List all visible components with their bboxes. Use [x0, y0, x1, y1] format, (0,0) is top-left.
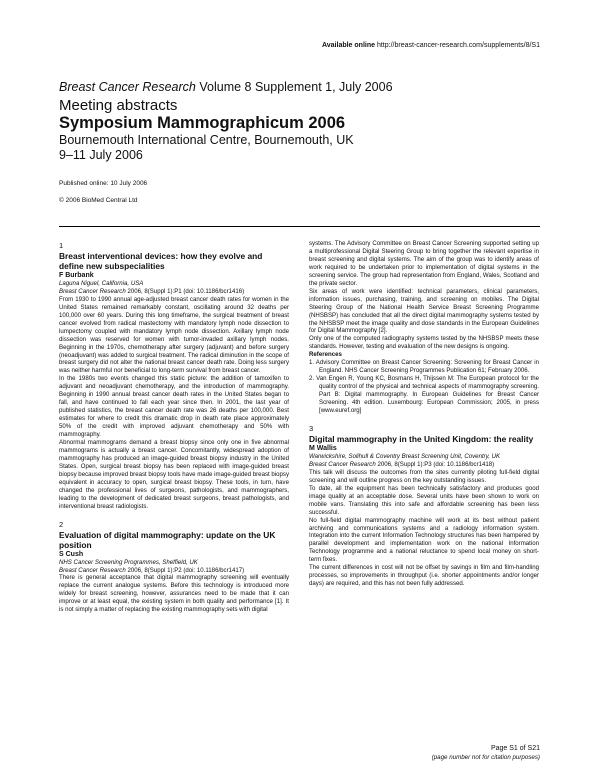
reference-item: 2. Van Engen R, Young KC, Bosmans H, Thijssen M: The European protocol for the quality control of the physical and technical aspects of mammography screening. Part B: Digital mammography. In European Guidelines for Breast Cancer Screening. 4th edition. Luxembourg: European Commission; 2005, in press [www.euref.org]: [309, 375, 539, 415]
venue: Bournemouth International Centre, Bournemouth, UK: [59, 133, 354, 147]
abstract-citation: [309, 461, 539, 469]
abstract-number: 2: [59, 519, 64, 529]
page-title: Symposium Mammographicum 2006: [59, 114, 346, 132]
abstract-paragraph: No full-field digital mammography machine will work at its best without patient archiving and communications systems and a radiology information system. Integration into the current Information Technology structures has been hampered by parallel development and implementation work on the national Information Technology programme and a national reluctance to spend local money on short-term fixes.: [309, 516, 539, 564]
abstract-paragraph: This talk will discuss the outcomes from the sites currently piloting full-field digital screening and will outline progress on the key outstanding issues.: [309, 468, 539, 484]
abstract-title: Breast interventional devices: how they evolve and define new subspecialities: [59, 250, 263, 271]
citation-journal: Breast Cancer Research: [309, 460, 376, 468]
left-column: [59, 240, 289, 614]
citation-journal: Breast Cancer Research: [59, 566, 126, 574]
masthead: [59, 80, 539, 163]
copyright: © 2006 BioMed Central Ltd: [59, 197, 138, 204]
citation-details: 2006, 8(Suppl 1):P1 (doi: 10.1186/bcr1416): [127, 287, 245, 295]
meeting-label: Meeting abstracts: [59, 97, 178, 114]
abstract-affiliation: Warwickshire, Solihull & Coventry Breast Screening Unit, Coventry, UK: [309, 452, 501, 460]
abstract-paragraph: Only one of the computed radiography systems tested by the NHSBSP meets these standards. However, testing and evaluation of the new designs is ongoing.: [309, 335, 539, 351]
journal-line: [59, 80, 539, 95]
meeting-dates: 9–11 July 2006: [59, 148, 143, 162]
abstract-paragraph: To date, all the equipment has been technically satisfactory and produces good image quality at an acceptable dose. Several units have been shown to work on mobile vans. Translating this into safe and affordable screening has been less successful.: [309, 484, 539, 516]
abstract-paragraph: The current differences in cost will not be offset by savings in film and film-handling processes, so improvements in throughput (i.e. shorter appointments and/or longer days) are required, and this has not been fully addressed.: [309, 564, 539, 588]
divider: [59, 226, 540, 227]
abstract-author: M Wallis: [309, 444, 337, 452]
references-heading: References: [309, 351, 342, 359]
right-column: [309, 240, 539, 588]
abstract-author: F Burbank: [59, 271, 94, 279]
abstract-number: 3: [309, 423, 314, 433]
online-url[interactable]: http://breast-cancer-research.com/supplements/8/S1: [376, 42, 540, 49]
online-label: Available online: [321, 42, 376, 49]
journal-issue: Volume 8 Supplement 1, July 2006: [199, 80, 393, 94]
abstract-paragraph: From 1930 to 1990 annual age-adjusted breast cancer death rates for women in the United States remained remarkably constant, oscillating around 32 deaths per 100,000 over 60 years. During this long timeframe, the surgical treatment of breast cancer evolved from radical mastectomy with mandatory lymph node dissection to lumpectomy coupled with mandatory lymph node dissection. Axillary lymph node dissection was reserved for women with tumor-invaded axillary lymph nodes. Beginning in the 1970s, chemotherapy after surgery (adjuvant) and before surgery (neoadjuvant) was added to surgical treatment. The radical diminution in the scope of breast surgery did not alter the national breast cancer death rate. Doing less surgery was neither harmful nor beneficial to long-term survival from breast cancer.: [59, 295, 289, 375]
abstract-author: S Cush: [59, 550, 84, 558]
abstract-citation: [59, 567, 289, 575]
abstract-paragraph: In the 1980s two events changed this static picture: the addition of tamoxifen to adjuvant and neoadjuvant chemotherapy, and the introduction of mammography. Beginning in 1990 annual breast cancer death rates in the United States began to fall, and have continued to fall each year since then. In 2001, the last year of published statistics, the breast cancer death rate was 26 deaths per 100,000. Best estimates for where to credit this dramatic drop in death rate place approximately 50% of the credit with improved adjuvant chemotherapy and 50% with mammography.: [59, 375, 289, 439]
abstract-paragraph: Six areas of work were identified: technical parameters, clinical parameters, information issues, purchasing, training, and screening on mobiles. The Digital Steering Group of the National Health Service Breast Screening Programme (NHSBSP) has concluded that all the direct digital mammography systems tested by the NHSBSP meet the image quality and dose standards in the European Guidelines for Digital Mammography [2].: [309, 287, 539, 335]
reference-item: 1. Advisory Committee on Breast Cancer Screening: Screening for Breast Cancer in England. NHS Cancer Screening Programmes Publication 61; February 2006.: [309, 359, 539, 375]
citation-note: (page number not for citation purposes): [431, 754, 540, 761]
page-number: Page S1 of S21: [490, 745, 540, 752]
publication-info: [59, 179, 147, 213]
page-footer: [432, 744, 540, 762]
abstract-paragraph: There is general acceptance that digital mammography screening will eventually replace the current analogue systems. Before this technology is introduced more widely for breast screening, however, assurances need to be made that it can improve or at least equal, the existing system in both quality and performance [1]. It is not simply a matter of replacing the existing mammography sets with digital: [59, 574, 289, 614]
published-date: Published online: 10 July 2006: [59, 180, 148, 187]
abstract-title: Digital mammography in the United Kingdom: the reality: [309, 433, 534, 444]
abstract-paragraph: Abnormal mammograms demand a breast biopsy since only one in five abnormal mammograms is actually a breast cancer. Concomitantly, widespread adoption of mammography has produced an image-guided breast biopsy industry in the United States. Open, surgical breast biopsy has been replaced with image-guided breast biopsy because improved breast biopsy tools have made image-guided breast biopsy equivalent in accuracy to open, surgical breast biopsy. These tools, in turn, have changed the professional lives of surgeons, pathologists, and mammographers, leading to the development of dedicated breast surgeons, breast pathologists, and interventional breast radiologists.: [59, 439, 290, 510]
citation-details: 2006, 8(Suppl 1):P2 (doi: 10.1186/bcr1417): [127, 566, 245, 574]
abstract-affiliation: Laguna Niguel, California, USA: [59, 279, 144, 287]
abstract-affiliation: NHS Cancer Screening Programmes, Sheffield, UK: [59, 558, 198, 566]
abstract-citation: [59, 288, 289, 296]
abstract-title: Evaluation of digital mammography: update on the UK position: [59, 529, 276, 550]
citation-journal: Breast Cancer Research: [59, 287, 126, 295]
abstract-number: 1: [59, 241, 64, 250]
online-availability: [322, 42, 540, 49]
abstract-paragraph: systems. The Advisory Committee on Breast Cancer Screening supported setting up a multiprofessional Digital Steering Group to bring together the relevant expertise in breast screening and digital systems. The aim of the group was to identify areas of work required to be undertaken prior to implementation of digital systems in the screening service. The group had representation from England, Wales, Scotland and the private sector.: [309, 240, 539, 287]
journal-name: Breast Cancer Research: [59, 80, 196, 94]
citation-details: 2006, 8(Suppl 1):P3 (doi: 10.1186/bcr1418): [377, 460, 495, 468]
